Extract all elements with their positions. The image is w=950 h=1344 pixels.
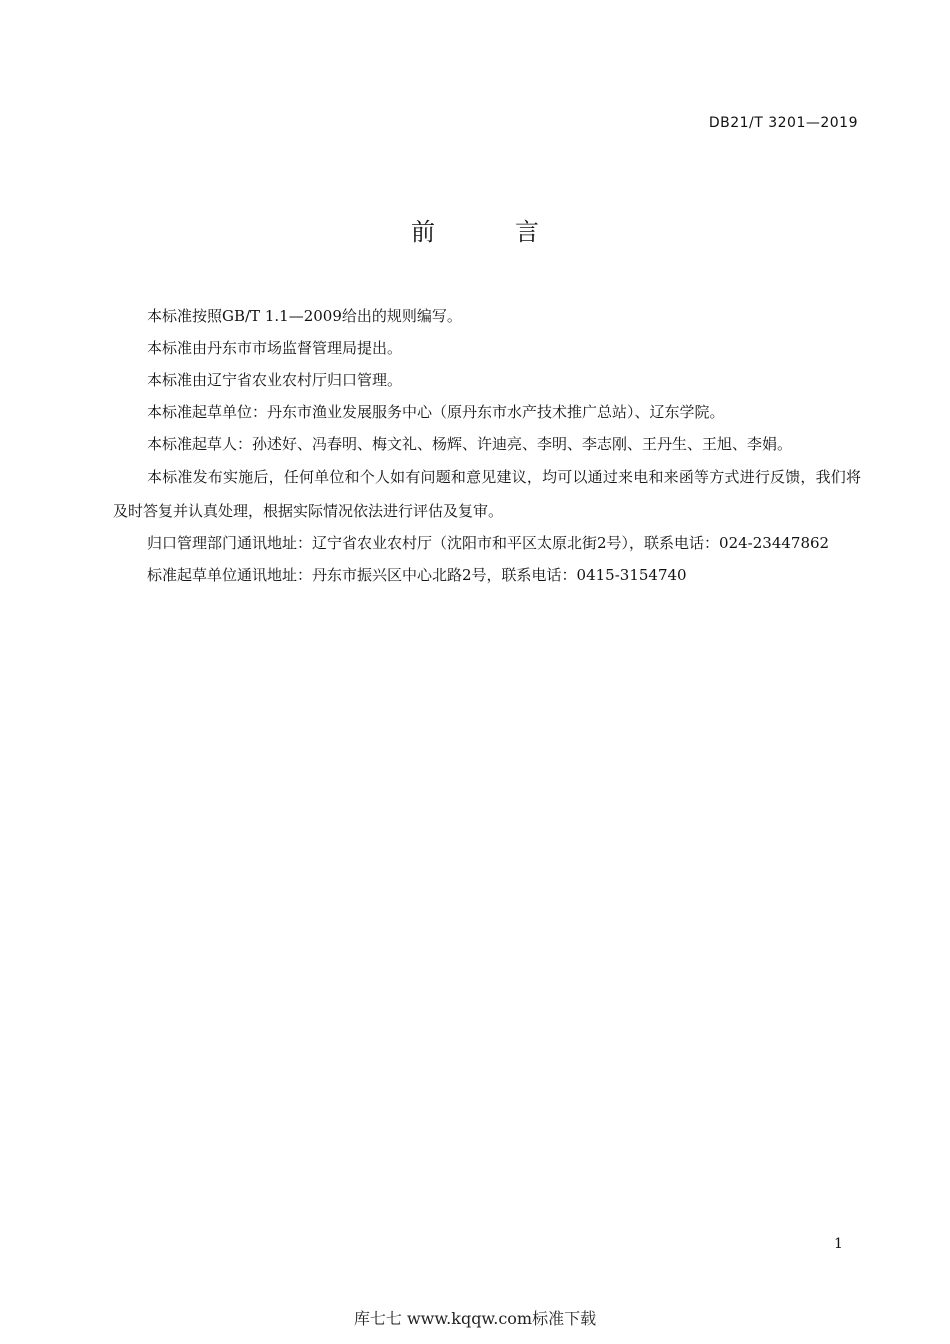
paragraph-management-address: 归口管理部门通讯地址：辽宁省农业农村厅（沈阳市和平区太原北街2号），联系电话：024-23447862 bbox=[147, 534, 830, 552]
paragraph-drafting-unit-address: 标准起草单位通讯地址：丹东市振兴区中心北路2号，联系电话：0415-3154740 bbox=[147, 566, 687, 584]
paragraph-drafters: 本标准起草人：孙述好、冯春明、梅文礼、杨辉、许迪亮、李明、李志刚、王丹生、王旭、李娟。 bbox=[147, 435, 793, 453]
paragraph-drafting-units: 本标准起草单位：丹东市渔业发展服务中心（原丹东市水产技术推广总站）、辽东学院。 bbox=[147, 403, 725, 421]
page-title: 前 言 bbox=[411, 218, 567, 246]
watermark-text: 库七七 www.kqqw.com标准下载 bbox=[353, 1309, 597, 1328]
paragraph-managed-by: 本标准由辽宁省农业农村厅归口管理。 bbox=[147, 371, 403, 389]
paragraph-feedback: 本标准发布实施后，任何单位和个人如有问题和意见建议，均可以通过来电和来函等方式进行反馈，我们将及时答复并认真处理，根据实际情况依法进行评估及复审。 bbox=[113, 468, 861, 520]
foreword-body bbox=[113, 305, 861, 596]
page-number: 1 bbox=[834, 1236, 843, 1252]
standard-code: DB21/T 3201—2019 bbox=[708, 115, 858, 131]
paragraph-drafting-rules: 本标准按照GB/T 1.1—2009给出的规则编写。 bbox=[147, 307, 462, 325]
paragraph-proposed-by: 本标准由丹东市市场监督管理局提出。 bbox=[147, 339, 403, 357]
